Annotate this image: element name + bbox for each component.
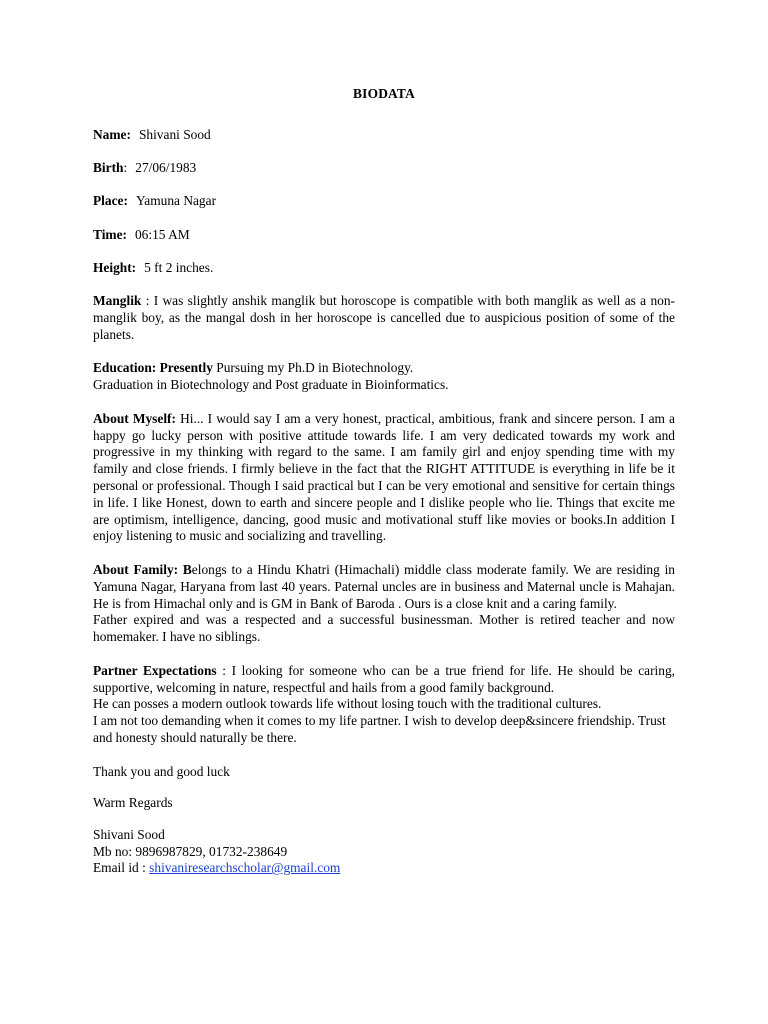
name-value: Shivani Sood: [138, 126, 211, 142]
signature-email-row: [93, 860, 675, 877]
education-degrees: Graduation in Biotechnology and Post graduate in Bioinformatics.: [93, 377, 449, 393]
document-title: BIODATA: [353, 86, 415, 101]
regards-line: Warm Regards: [93, 795, 173, 811]
birth-field: [93, 160, 675, 177]
closing-line: Thank you and good luck: [93, 763, 230, 779]
time-label: Time:: [93, 226, 127, 242]
signature-block: [93, 827, 675, 877]
signature-name: Shivani Sood: [93, 826, 165, 842]
name-field: [93, 127, 675, 144]
education-current: Pursuing my Ph.D in Biotechnology.: [212, 360, 414, 376]
height-field: [93, 260, 675, 277]
place-label: Place:: [93, 193, 128, 209]
about-myself-text: Hi... I would say I am a very honest, practical, ambitious, frank and sincere person. I am a happy go lucky person with positive attitude towards life. I am very dedicated towards my work and progressive in my thinking with regard to the same. I am family girl and enjoy spending time with my family and close friends. I firmly believe in the fact that the RIGHT ATTITUDE is everything in life be it personal or professional. Though I said practical but I can be very emotional and sensitive for certain things in life. I like Honest, down to earth and sincere people and I dislike people who lie. Things that excite me are optimism, intelligence, dancing, good music and motivational stuff like movies or books.In addition I enjoy listening to music and socializing and travelling.: [93, 410, 675, 544]
about-myself-section: [93, 411, 675, 545]
time-value: 06:15 AM: [134, 226, 190, 242]
place-value: Yamuna Nagar: [135, 193, 217, 209]
email-link[interactable]: shivaniresearchscholar@gmail.com: [149, 860, 341, 876]
partner-expectations-label: Partner Expectations: [93, 662, 217, 678]
education-label: Education: Presently: [93, 360, 213, 376]
signature-phone: Mb no: 9896987829, 01732-238649: [93, 843, 288, 859]
partner-expectations-text: : I looking for someone who can be a true friend for life. He should be caring, supportive, welcoming in nature, respectful and hails from a good family background.: [93, 662, 675, 695]
about-family-parents: Father expired and was a respected and a successful businessman. Mother is retired teacher and now homemaker. I have no siblings.: [93, 612, 675, 645]
about-family-label: About Family: B: [93, 562, 192, 578]
birth-value: 27/06/1983: [135, 160, 197, 176]
partner-expectations-friendship: I am not too demanding when it comes to my life partner. I wish to develop deep&sincere friendship. Trust and honesty should naturally be there.: [93, 713, 666, 745]
email-label: Email id :: [93, 860, 150, 876]
about-myself-label: About Myself:: [93, 410, 176, 426]
partner-expectations-section: [93, 663, 675, 747]
height-label: Height:: [93, 259, 137, 275]
manglik-label: Manglik: [93, 293, 142, 309]
height-value: 5 ft 2 inches.: [144, 259, 214, 275]
birth-label: Birth: [93, 160, 124, 176]
partner-expectations-outlook: He can posses a modern outlook towards life without losing touch with the traditional cultures.: [93, 696, 602, 712]
time-field: [93, 227, 675, 244]
about-family-section: [93, 562, 675, 646]
biodata-document: [93, 86, 675, 877]
name-label: Name:: [93, 126, 131, 142]
birth-colon: :: [123, 160, 128, 176]
education-section: [93, 360, 675, 394]
manglik-section: [93, 293, 675, 343]
place-field: [93, 193, 675, 210]
about-family-text: elongs to a Hindu Khatri (Himachali) middle class moderate family. We are residing in Yamuna Nagar, Haryana from last 40 years. Paternal uncles are in business and Maternal uncle is Mahajan. He is from Himachal only and is GM in Bank of Baroda . Ours is a close knit and a caring family.: [93, 562, 675, 611]
manglik-text: : I was slightly anshik manglik but horoscope is compatible with both manglik as well as a non- manglik boy, as the mangal dosh in her horoscope is cancelled due to auspicious position of some of the planets.: [93, 293, 675, 342]
